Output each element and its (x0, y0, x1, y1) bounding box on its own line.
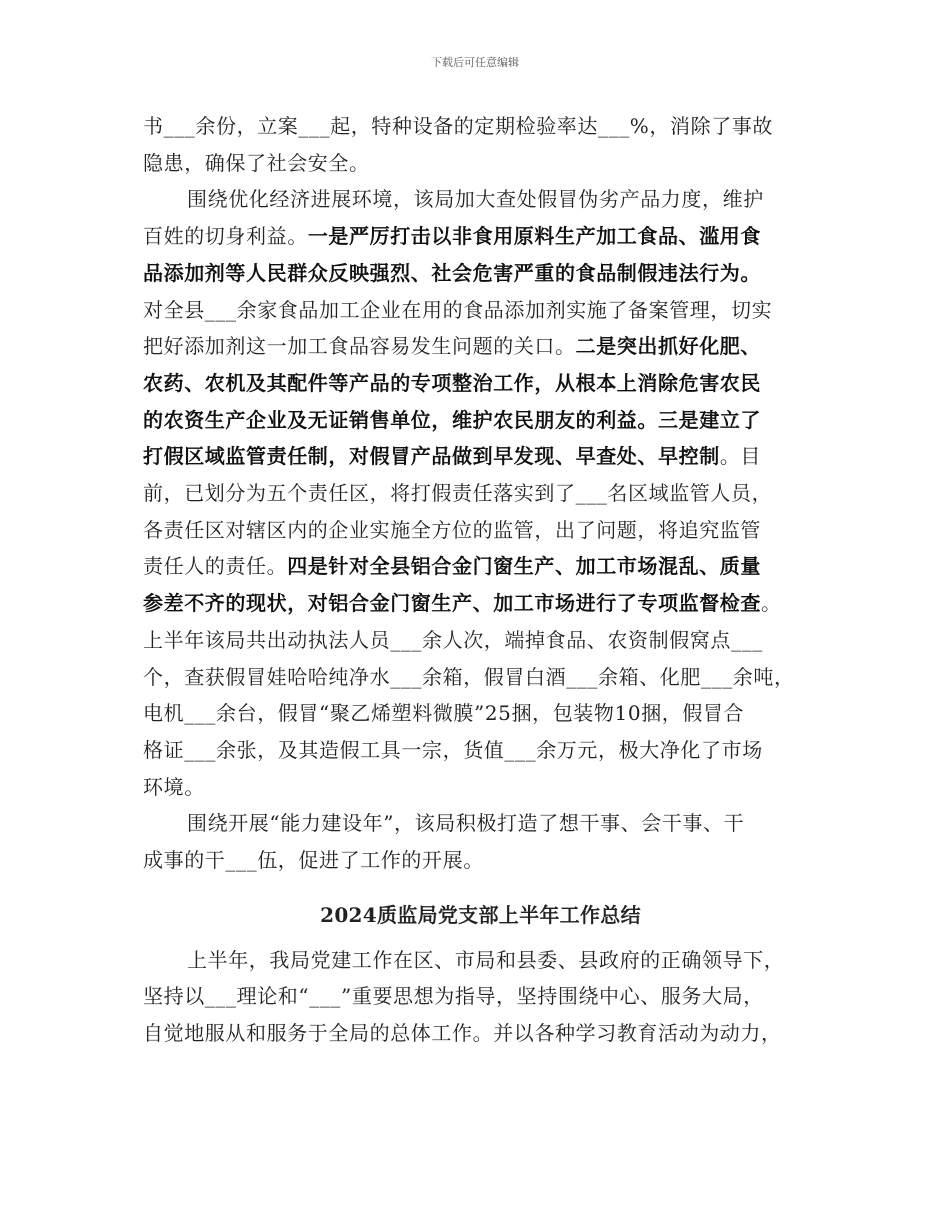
paragraph-inspection-stats (143, 108, 818, 181)
text-run: 。 (761, 591, 782, 616)
text-line (143, 328, 818, 365)
document-body (143, 108, 818, 1052)
section-title: 2024质监局党支部上半年工作总结 (320, 902, 641, 927)
text-line: 上半年，我局党建工作在区、市局和县委、县政府的正确领导下， (187, 947, 785, 972)
text-line: 围绕优化经济进展环境，该局加大查处假冒伪劣产品力度，维护 (187, 187, 764, 212)
bold-text-run: 一是严厉打击以非食用原料生产加工食品、滥用食 (307, 224, 762, 249)
text-run: 把好添加剂这一加工食品容易发生问题的关口。 (143, 334, 576, 359)
page-header: 下载后可任意编辑 (431, 56, 519, 69)
text-line: 自觉地服从和服务于全局的总体工作。并以各种学习教育活动为动力， (143, 1021, 782, 1046)
text-line (143, 218, 818, 255)
bold-text-run: 四是针对全县铝合金门窗生产、加工市场混乱、质量 (287, 554, 762, 579)
text-line: 围绕开展“能力建设年”，该局积极打造了想干事、会干事、干 (187, 811, 745, 836)
text-line (143, 438, 818, 475)
text-line (143, 548, 818, 585)
text-line: 坚持以___理论和“___”重要思想为指导，坚持围绕中心、服务大局， (143, 984, 764, 1009)
text-line: 环境。 (143, 774, 205, 799)
bold-text-line: 的农资生产企业及无证销售单位，维护农民朋友的利益。三是建立了 (143, 407, 761, 432)
text-run: 。目 (719, 444, 762, 469)
text-line: 成事的干___伍，促进了工作的开展。 (143, 848, 484, 873)
text-line: 电机___余台，假冒“聚乙烯塑料微膜”25捆，包装物10捆，假冒合 (143, 701, 745, 726)
bold-text-run: 二是突出抓好化肥、 (575, 334, 762, 359)
text-line: 对全县___余家食品加工企业在用的食品添加剂实施了备案管理，切实 (143, 297, 773, 322)
text-line: 个，查获假冒娃哈哈纯净水___余箱，假冒白酒___余箱、化肥___余吨， (143, 664, 795, 689)
bold-text-run: 参差不齐的现状，对铝合金门窗生产、加工市场进行了专项监督检查 (143, 591, 761, 616)
text-run: 百姓的切身利益。 (143, 224, 308, 249)
bold-text-run: 打假区域监管责任制，对假冒产品做到早发现、早查处、早控制 (143, 444, 720, 469)
paragraph-party-work (143, 942, 818, 1052)
text-line: 书___余份，立案___起，特种设备的定期检验率达___%，消除了事故 (143, 114, 774, 138)
text-line: 隐患，确保了社会安全。 (143, 150, 370, 175)
text-line: 各责任区对辖区内的企业实施全方位的监管，出了问题，将追究监管 (143, 517, 761, 542)
paragraph-capacity-building (143, 805, 818, 878)
text-line: 前，已划分为五个责任区，将打假责任落实到了___名区域监管人员， (143, 481, 773, 506)
paragraph-anti-counterfeit (143, 181, 818, 805)
text-run: 责任人的责任。 (143, 554, 288, 579)
text-line: 上半年该局共出动执法人员___余人次，端掉食品、农资制假窝点___ (143, 627, 763, 652)
bold-text-line: 品添加剂等人民群众反映强烈、社会危害严重的食品制假违法行为。 (143, 260, 761, 285)
bold-text-line: 农药、农机及其配件等产品的专项整治工作，从根本上消除危害农民 (143, 370, 761, 395)
text-line: 格证___余张，及其造假工具一宗，货值___余万元，极大净化了市场 (143, 737, 763, 762)
text-line (143, 585, 818, 622)
